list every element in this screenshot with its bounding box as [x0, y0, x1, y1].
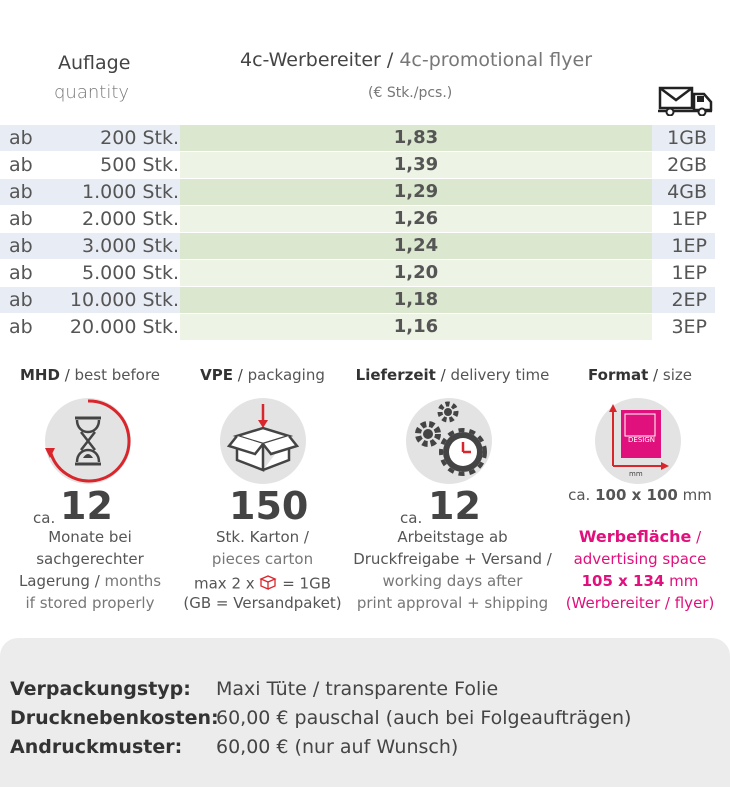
row-quantity: 3.000 Stk.	[82, 235, 179, 257]
price-row	[0, 179, 715, 205]
row-price: 1,83	[180, 125, 652, 151]
gears-clock-icon	[406, 398, 492, 484]
format-title-de: Format	[588, 366, 649, 384]
row-quantity: 1.000 Stk.	[82, 181, 179, 203]
cost-key: Drucknebenkosten:	[10, 707, 219, 729]
row-prefix: ab	[9, 235, 33, 257]
row-shipping: 1EP	[671, 235, 707, 257]
quantity-label: Auflage	[58, 52, 131, 74]
vpe-title: VPE / packaging	[200, 366, 325, 384]
price-unit: (€ Stk./pcs.)	[368, 85, 453, 101]
row-price: 1,26	[180, 206, 652, 232]
format-size-unit: mm	[682, 486, 712, 504]
mhd-ca: ca.	[33, 509, 56, 527]
row-shipping: 3EP	[671, 316, 707, 338]
row-prefix: ab	[9, 181, 33, 203]
info-row-proof	[10, 736, 458, 758]
truck-mail-icon	[658, 82, 714, 116]
row-prefix: ab	[9, 289, 33, 311]
proof-key: Andruckmuster:	[10, 736, 183, 758]
row-quantity: 200 Stk.	[100, 127, 179, 149]
lieferzeit-line1: Arbeitstage ab	[397, 528, 508, 546]
mhd-number: 12	[60, 484, 113, 528]
format-area-note: (Werbereiter / flyer)	[565, 594, 715, 612]
vpe-line1: Stk. Karton /	[216, 528, 309, 546]
row-shipping: 4GB	[667, 181, 707, 203]
price-row	[0, 152, 715, 178]
vpe-line2: pieces carton	[211, 550, 314, 568]
format-title: Format / size	[588, 366, 692, 384]
lieferzeit-line3: working days after	[382, 572, 523, 590]
row-quantity: 10.000 Stk.	[69, 289, 179, 311]
product-title-sep: /	[380, 49, 400, 71]
packaging-value: Maxi Tüte / transparente Folie	[216, 678, 499, 700]
mhd-line3-de: Lagerung	[18, 572, 90, 590]
mhd-title-en: best before	[74, 366, 161, 384]
row-price: 1,18	[180, 287, 652, 313]
mhd-title-de: MHD	[19, 366, 60, 384]
row-prefix: ab	[9, 316, 33, 338]
lieferzeit-number: 12	[428, 484, 481, 528]
vpe-description	[180, 526, 345, 612]
format-icon-mm-text: mm	[629, 470, 643, 478]
vpe-line4: (GB = Versandpaket)	[183, 594, 342, 612]
proof-value: 60,00 € (nur auf Wunsch)	[216, 736, 459, 758]
price-row	[0, 206, 715, 232]
lieferzeit-title-en: delivery time	[450, 366, 550, 384]
format-area-size: 105 x 134	[581, 572, 665, 590]
price-row	[0, 125, 715, 151]
packaging-key: Verpackungstyp:	[10, 678, 191, 700]
format-advertising-area: Werbefläche / advertising space 105 x 134 mm (Werbereiter / flyer)	[565, 527, 715, 612]
row-prefix: ab	[9, 262, 33, 284]
mhd-title: MHD / best before	[19, 366, 161, 384]
row-price: 1,24	[180, 233, 652, 259]
row-prefix: ab	[9, 127, 33, 149]
price-row	[0, 233, 715, 259]
mhd-line1: Monate bei	[48, 528, 132, 546]
price-row	[0, 287, 715, 313]
lieferzeit-title: Lieferzeit / delivery time	[355, 366, 550, 384]
row-shipping: 2EP	[671, 289, 707, 311]
row-shipping: 2GB	[667, 154, 707, 176]
row-quantity: 2.000 Stk.	[82, 208, 179, 230]
format-title-en: size	[662, 366, 692, 384]
lieferzeit-line4: print approval + shipping	[356, 594, 549, 612]
row-price: 1,29	[180, 179, 652, 205]
small-box-icon	[259, 574, 277, 594]
cost-value: 60,00 € pauschal (auch bei Folgeaufträgen)	[216, 707, 632, 729]
lieferzeit-title-de: Lieferzeit	[355, 366, 436, 384]
row-price: 1,39	[180, 152, 652, 178]
row-prefix: ab	[9, 208, 33, 230]
mhd-description: Monate bei sachgerechter Lagerung / months if stored properly	[10, 526, 170, 614]
format-area-unit: mm	[669, 572, 699, 590]
format-area-en: advertising space	[573, 550, 707, 568]
row-quantity: 5.000 Stk.	[82, 262, 179, 284]
vpe-line3a: max 2 x	[194, 574, 255, 593]
row-shipping: 1EP	[671, 208, 707, 230]
product-title-en: 4c-promotional flyer	[399, 49, 593, 71]
format-size	[565, 484, 715, 506]
row-quantity: 500 Stk.	[100, 154, 179, 176]
product-title-de: 4c-Werbereiter	[240, 49, 381, 71]
vpe-number: 150	[229, 484, 309, 528]
row-prefix: ab	[9, 154, 33, 176]
vpe-title-de: VPE	[200, 366, 233, 384]
lieferzeit-ca: ca.	[400, 509, 423, 527]
lieferzeit-line2: Druckfreigabe + Versand /	[353, 550, 552, 568]
format-icon-design-text: DESIGN	[628, 436, 655, 444]
format-area-de: Werbefläche	[578, 527, 692, 546]
info-row-costs	[10, 707, 631, 729]
price-row	[0, 260, 715, 286]
vpe-title-en: packaging	[247, 366, 325, 384]
row-quantity: 20.000 Stk.	[69, 316, 179, 338]
mhd-line3-en: months	[104, 572, 162, 590]
row-price: 1,16	[180, 314, 652, 340]
quantity-sublabel: quantity	[54, 82, 130, 103]
info-row-packaging	[10, 678, 498, 700]
mhd-line2: sachgerechter	[36, 550, 144, 568]
price-row	[0, 314, 715, 340]
row-price: 1,20	[180, 260, 652, 286]
product-title	[240, 49, 592, 71]
vpe-line3b: = 1GB	[282, 574, 331, 593]
format-size-value: 100 x 100	[595, 486, 678, 504]
row-shipping: 1GB	[667, 127, 707, 149]
box-icon	[220, 398, 306, 484]
row-shipping: 1EP	[671, 262, 707, 284]
format-icon	[595, 398, 681, 484]
mhd-line4: if stored properly	[25, 594, 155, 612]
format-ca: ca.	[568, 486, 591, 504]
hourglass-icon	[45, 398, 131, 484]
lieferzeit-description	[350, 526, 555, 614]
